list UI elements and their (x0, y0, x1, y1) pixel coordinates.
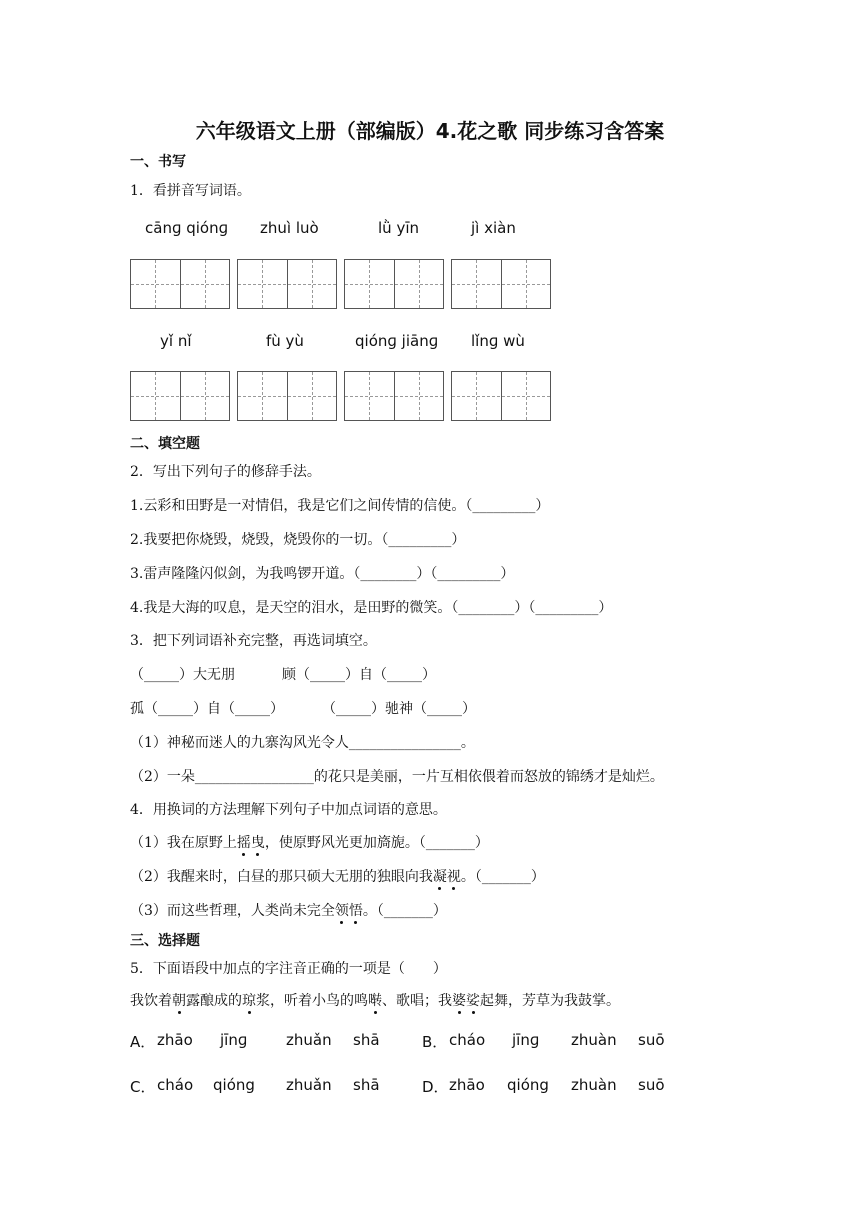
question-2: 2．写出下列句子的修辞手法。 (130, 464, 321, 480)
question-1: 1．看拼音写词语。 (130, 183, 251, 199)
option-c-item: shā (353, 1076, 380, 1094)
page-title: 六年级语文上册（部编版）4.花之歌 同步练习含答案 (195, 119, 665, 143)
dotted-char: 朝 (172, 990, 186, 1010)
dotted-char: 视 (447, 866, 461, 886)
writing-grid[interactable] (130, 371, 230, 421)
q4-text: （3）而这些哲理，人类尚未完全 (130, 903, 335, 919)
option-a-item: zhuǎn (286, 1031, 332, 1049)
dotted-char: 琼 (242, 990, 256, 1010)
question-3: 3．把下列词语补充完整，再选词填空。 (130, 633, 377, 649)
section-heading-writing: 一、书写 (130, 154, 186, 170)
passage-text: 、歌唱；我 (382, 993, 452, 1009)
writing-grid[interactable] (130, 259, 230, 309)
dotted-char: 摇 (237, 832, 251, 852)
option-c[interactable] (130, 1076, 155, 1097)
option-d-item: qióng (507, 1076, 549, 1094)
writing-grid[interactable] (237, 259, 337, 309)
pinyin-8: lǐnɡ wù (471, 332, 525, 350)
dotted-char: 婆 (452, 990, 466, 1010)
writing-grid[interactable] (344, 371, 444, 421)
q4-line-3 (130, 900, 447, 920)
option-a-item: jīnɡ (220, 1031, 248, 1049)
q4-text: ，使原野风光更加旖旎。（_______） (264, 835, 489, 851)
q4-text: （1）我在原野上 (130, 835, 237, 851)
question-5: 5．下面语段中加点的字注音正确的一项是（ ） (130, 961, 447, 977)
q2-line-1: 1.云彩和田野是一对情侣，我是它们之间传情的信使。（_________） (130, 498, 550, 514)
option-c-item: qióng (213, 1076, 255, 1094)
q3-sentence-2: （2）一朵_________________的花只是美丽，一片互相依偎着而怒放的锦绣才是灿烂。 (130, 769, 664, 785)
dotted-char: 悟 (349, 900, 363, 920)
option-d-item: zhuàn (571, 1076, 617, 1094)
q4-line-1 (130, 832, 489, 852)
passage-text: 露酿成的 (186, 993, 242, 1009)
q3-idiom-4: （_____）驰神（_____） (322, 701, 476, 717)
pinyin-2: zhuì luò (260, 219, 319, 237)
writing-grid[interactable] (237, 371, 337, 421)
q4-line-2 (130, 866, 545, 886)
option-b-item: cháo (449, 1031, 486, 1049)
section-heading-choice: 三、选择题 (130, 933, 200, 949)
option-letter: A． (130, 1033, 156, 1051)
q2-line-3: 3.雷声隆隆闪似剑，为我鸣锣开道。（________）（_________） (130, 566, 515, 582)
option-b-item: zhuàn (571, 1031, 617, 1049)
option-letter: B． (422, 1033, 448, 1051)
dotted-char: 娑 (466, 990, 480, 1010)
q4-text: 。（_______） (460, 869, 545, 885)
option-c-item: cháo (157, 1076, 194, 1094)
writing-grid[interactable] (451, 259, 551, 309)
dotted-char: 啭 (368, 990, 382, 1010)
q2-line-2: 2.我要把你烧毁，烧毁，烧毁你的一切。（_________） (130, 532, 466, 548)
passage-text: 我饮着 (130, 993, 172, 1009)
dotted-char: 领 (335, 900, 349, 920)
option-b[interactable] (422, 1031, 447, 1052)
option-letter: D． (422, 1078, 449, 1096)
q5-passage (130, 990, 620, 1010)
q3-idiom-2: 顾（_____）自（_____） (282, 667, 436, 683)
option-d[interactable] (422, 1076, 449, 1097)
option-a-item: shā (353, 1031, 380, 1049)
pinyin-4: jì xiàn (471, 219, 516, 237)
q4-text: 。（_______） (362, 903, 447, 919)
pinyin-3: lǜ yīn (378, 219, 419, 237)
pinyin-1: cānɡ qiónɡ (145, 219, 229, 237)
option-a[interactable] (130, 1031, 155, 1052)
pinyin-6: fù yù (266, 332, 304, 350)
pinyin-7: qiónɡ jiānɡ (355, 332, 439, 350)
q3-sentence-1: （1）神秘而迷人的九寨沟风光令人________________。 (130, 735, 475, 751)
option-c-item: zhuǎn (286, 1076, 332, 1094)
question-4: 4．用换词的方法理解下列句子中加点词语的意思。 (130, 802, 447, 818)
q3-idiom-3: 孤（_____）自（_____） (130, 701, 284, 717)
option-d-item: zhāo (449, 1076, 485, 1094)
passage-text: 浆，听着小鸟的鸣 (256, 993, 368, 1009)
dotted-char: 曳 (251, 832, 265, 852)
q4-text: （2）我醒来时，白昼的那只硕大无朋的独眼向我 (130, 869, 433, 885)
q2-line-4: 4.我是大海的叹息，是天空的泪水，是田野的微笑。（________）（_________） (130, 600, 613, 616)
option-b-item: suō (638, 1031, 665, 1049)
writing-grid[interactable] (451, 371, 551, 421)
option-a-item: zhāo (157, 1031, 193, 1049)
option-d-item: suō (638, 1076, 665, 1094)
section-heading-fill: 二、填空题 (130, 436, 200, 452)
dotted-char: 凝 (433, 866, 447, 886)
option-letter: C． (130, 1078, 156, 1096)
option-b-item: jīnɡ (512, 1031, 540, 1049)
writing-grid[interactable] (344, 259, 444, 309)
pinyin-5: yǐ nǐ (160, 332, 192, 350)
passage-text: 起舞，芳草为我鼓掌。 (480, 993, 620, 1009)
q3-idiom-1: （_____）大无朋 (130, 667, 235, 683)
